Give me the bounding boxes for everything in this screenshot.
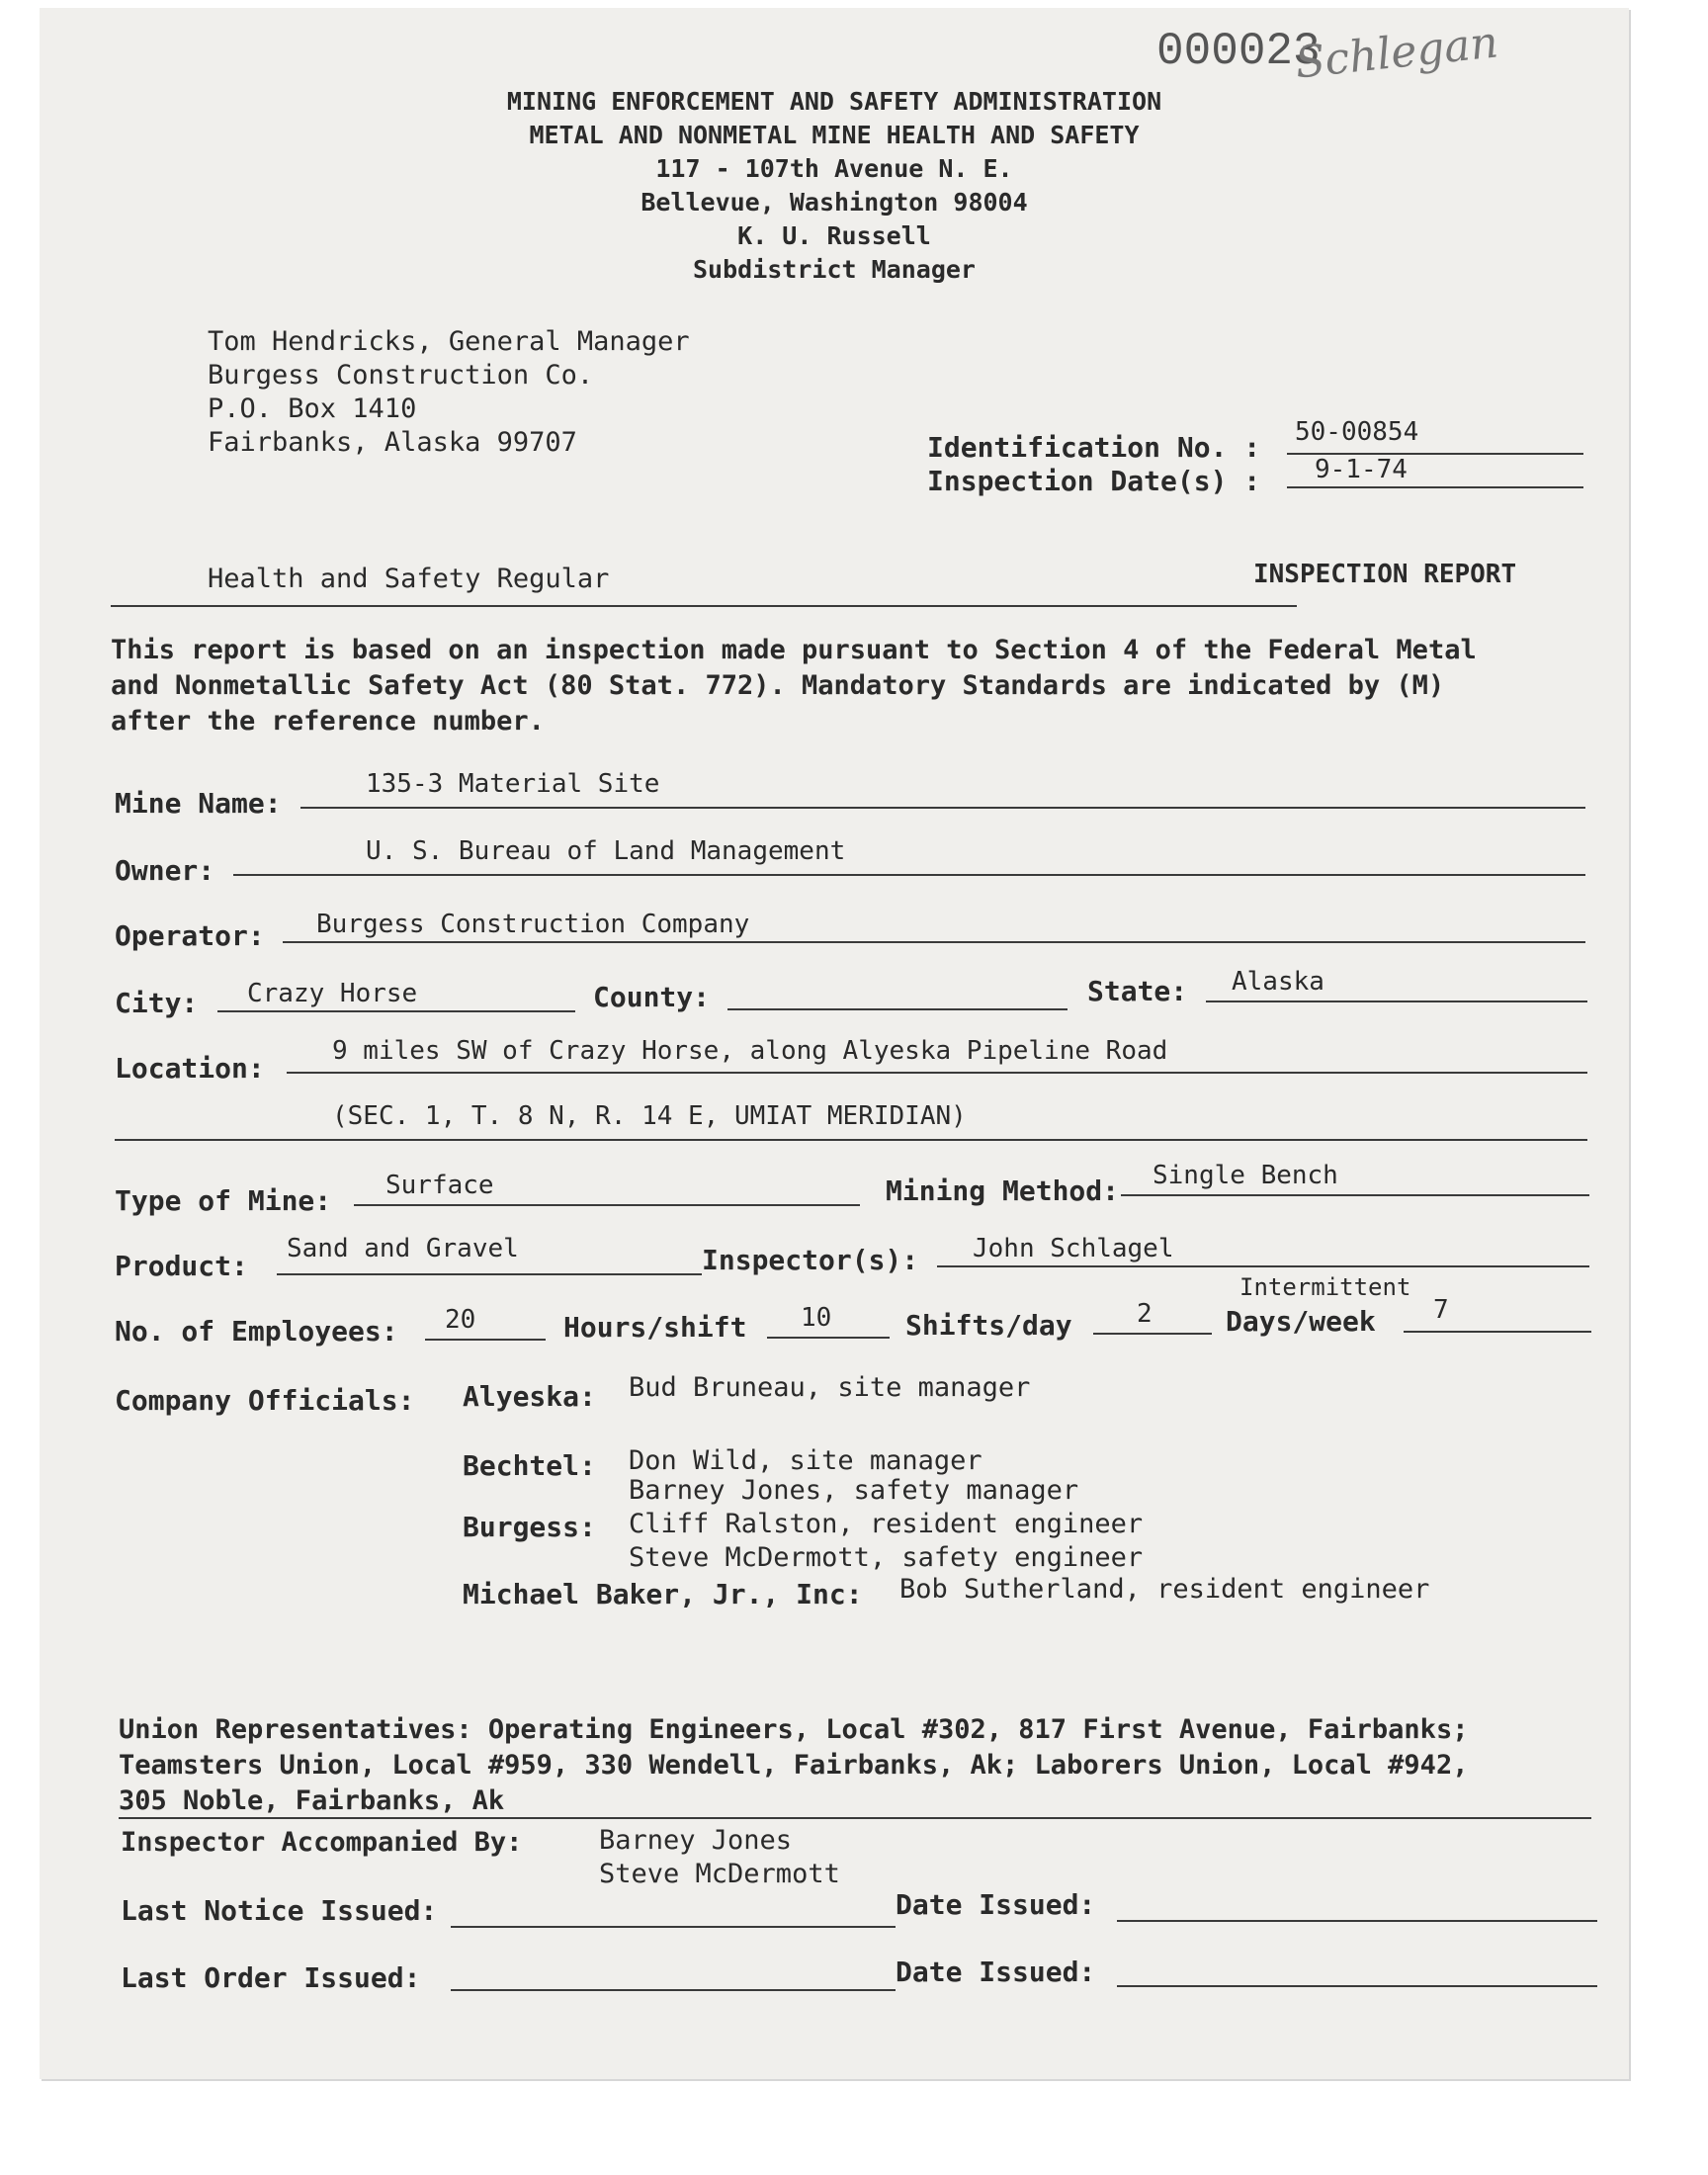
location-label: Location: [115,1052,265,1085]
mine-type-value: Surface [385,1171,494,1200]
product-label: Product: [115,1250,248,1282]
location-value-1: 9 miles SW of Crazy Horse, along Alyeska Pipeline Road [332,1036,1168,1066]
alyeska-official: Bud Bruneau, site manager [629,1372,1031,1403]
document-number-stamp: 000023 [1156,26,1321,77]
owner-value: U. S. Bureau of Land Management [366,836,846,866]
location-value-2: (SEC. 1, T. 8 N, R. 14 E, UMIAT MERIDIAN) [332,1101,967,1131]
inspector-label: Inspector(s): [702,1244,919,1276]
days-label: Days/week [1226,1305,1376,1338]
handwritten-annotation: Schlegan [1292,17,1501,89]
intro-line-3: after the reference number. [111,706,545,737]
addressee-company: Burgess Construction Co. [208,360,594,391]
bechtel-label: Bechtel: [463,1449,596,1482]
county-label: County: [593,981,711,1013]
shifts-value: 2 [1137,1299,1153,1329]
accompanied-name-1: Barney Jones [599,1825,793,1856]
manager-name: K. U. Russell [737,221,931,250]
intro-line-2: and Nonmetallic Safety Act (80 Stat. 772). Mandatory Standards are indicated by (M) [111,670,1445,701]
company-officials-label: Company Officials: [115,1384,415,1417]
union-line-1: Union Representatives: Operating Engineers, Local #302, 817 First Avenue, Fairbanks; [119,1714,1469,1745]
employees-label: No. of Employees: [115,1315,398,1348]
hours-value: 10 [801,1303,832,1333]
state-value: Alaska [1232,967,1324,997]
accompanied-name-2: Steve McDermott [599,1859,840,1889]
report-title: INSPECTION REPORT [1253,560,1517,589]
shifts-label: Shifts/day [905,1309,1072,1342]
identification-label: Identification No. : [927,431,1261,464]
owner-label: Owner: [115,854,215,887]
addressee-name: Tom Hendricks, General Manager [208,326,690,357]
burgess-label: Burgess: [463,1511,596,1543]
state-label: State: [1087,975,1188,1007]
identification-value: 50-00854 [1295,417,1419,447]
last-notice-label: Last Notice Issued: [121,1894,438,1927]
bechtel-official-2: Barney Jones, safety manager [629,1475,1079,1506]
operator-value: Burgess Construction Company [316,910,750,939]
baker-official: Bob Sutherland, resident engineer [899,1574,1430,1605]
agency-name: MINING ENFORCEMENT AND SAFETY ADMINISTRATION [506,87,1162,116]
burgess-official-2: Steve McDermott, safety engineer [629,1542,1144,1573]
union-line-3: 305 Noble, Fairbanks, Ak [119,1785,505,1816]
city-label: City: [115,987,199,1019]
product-value: Sand and Gravel [287,1234,519,1263]
bechtel-official-1: Don Wild, site manager [629,1445,982,1476]
burgess-official-1: Cliff Ralston, resident engineer [629,1509,1144,1539]
accompanied-label: Inspector Accompanied By: [121,1827,523,1858]
addressee-city: Fairbanks, Alaska 99707 [208,427,577,458]
union-line-2: Teamsters Union, Local #959, 330 Wendell, Fairbanks, Ak; Laborers Union, Local #942, [119,1750,1469,1781]
city-value: Crazy Horse [247,979,418,1008]
baker-label: Michael Baker, Jr., Inc: [463,1578,863,1610]
agency-street: 117 - 107th Avenue N. E. [655,154,1013,183]
operator-label: Operator: [115,919,265,952]
division-name: METAL AND NONMETAL MINE HEALTH AND SAFETY [529,121,1140,149]
hours-label: Hours/shift [563,1311,747,1344]
order-date-label: Date Issued: [896,1956,1096,1988]
inspection-report-page [40,8,1629,2079]
addressee-box: P.O. Box 1410 [208,393,417,424]
mine-name-value: 135-3 Material Site [366,769,660,799]
days-value: 7 [1433,1295,1449,1325]
mine-name-label: Mine Name: [115,787,282,820]
mine-type-label: Type of Mine: [115,1184,332,1217]
days-note: Intermittent [1239,1273,1411,1301]
alyeska-label: Alyeska: [463,1380,596,1413]
intro-line-1: This report is based on an inspection made pursuant to Section 4 of the Federal Metal [111,635,1477,665]
report-type: Health and Safety Regular [208,564,610,594]
inspection-date-value: 9-1-74 [1315,455,1408,484]
mining-method-value: Single Bench [1153,1161,1338,1190]
last-order-label: Last Order Issued: [121,1961,421,1994]
agency-city: Bellevue, Washington 98004 [640,188,1028,217]
mining-method-label: Mining Method: [886,1174,1120,1207]
notice-date-label: Date Issued: [896,1888,1096,1921]
manager-title: Subdistrict Manager [693,255,976,284]
employees-value: 20 [445,1305,476,1335]
inspection-date-label: Inspection Date(s) : [927,465,1261,497]
inspector-value: John Schlagel [973,1234,1174,1263]
